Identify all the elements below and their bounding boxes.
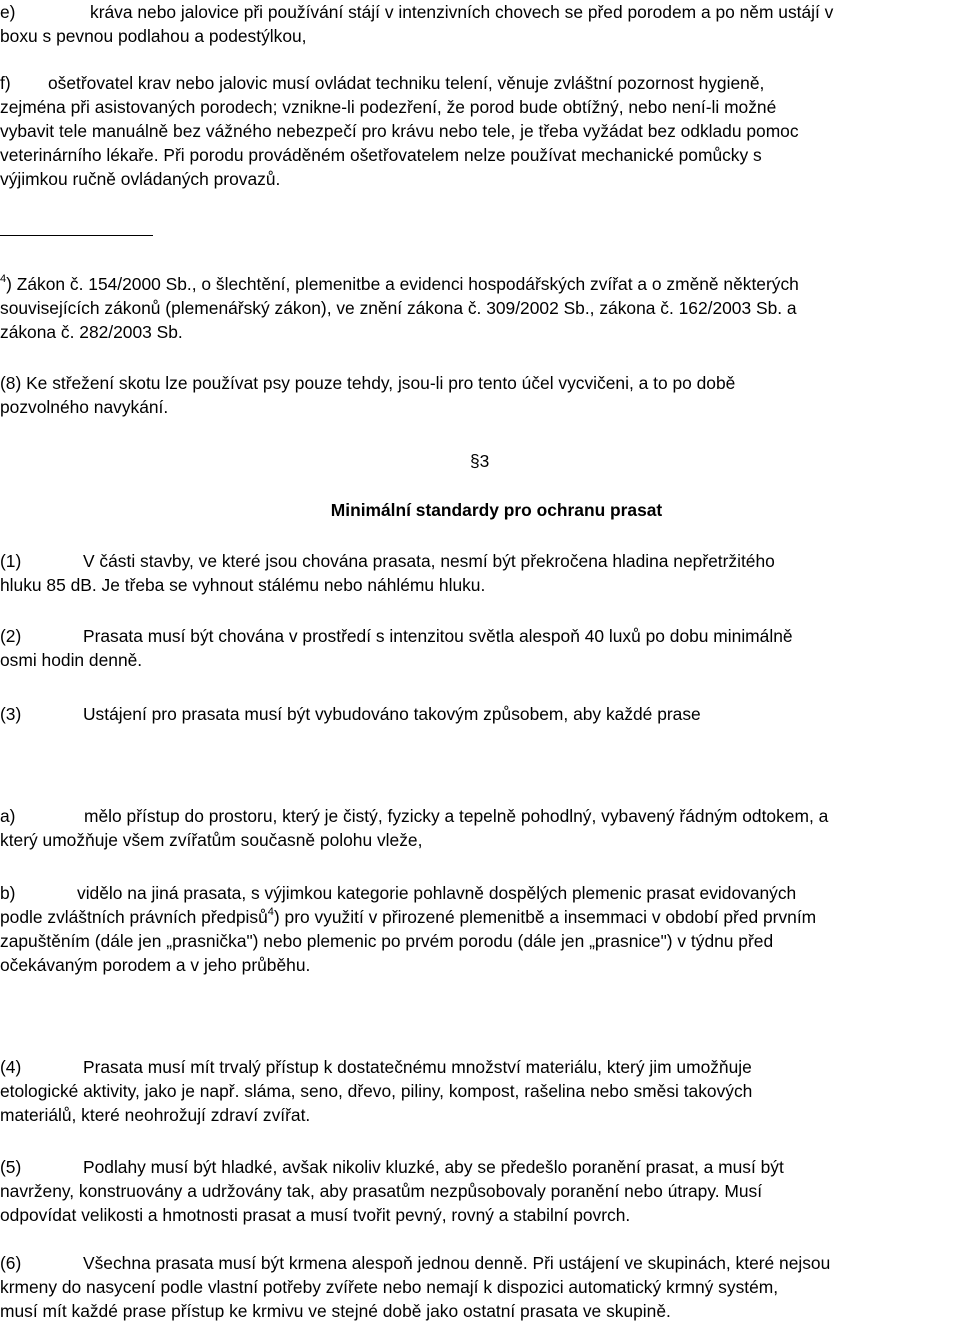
paragraph-text: podle zvláštních právních předpisů: [0, 907, 268, 927]
paragraph-text: Všechna prasata musí být krmena alespoň jednou denně. Při ustájení ve skupinách, které nejsou: [83, 1253, 831, 1273]
paragraph-3b: [0, 881, 958, 977]
paragraph-text: etologické aktivity, jako je např. sláma, seno, dřevo, piliny, kompost, rašelina nebo směsi takových: [0, 1081, 753, 1101]
paragraph-label: (4): [0, 1057, 22, 1077]
paragraph-3: [0, 702, 958, 726]
footnote-reference: 4: [267, 906, 274, 919]
paragraph-label: f): [0, 73, 11, 93]
paragraph-text: zejména při asistovaných porodech; vznikne-li podezření, že porod bude obtížný, nebo není-li možné: [0, 97, 777, 117]
paragraph-line: [0, 624, 958, 648]
paragraph-text: Prasata musí být chována v prostředí s intenzitou světla alespoň 40 luxů po dobu minimálně: [83, 626, 793, 646]
paragraph-text: ) pro využití v přirozené plemenitbě a insemmaci v období před prvním: [273, 907, 817, 927]
paragraph-label: a): [0, 806, 16, 826]
paragraph-text: pozvolného navykání.: [0, 397, 169, 417]
paragraph-4: [0, 1055, 958, 1127]
paragraph-line: [0, 1251, 958, 1275]
paragraph-text: krmeny do nasycení podle vlastní potřeby zvířete nebo nemají k dispozici automatický krmný systém,: [0, 1277, 779, 1297]
paragraph-5: [0, 1155, 958, 1227]
paragraph-text: zapuštěním (dále jen „prasnička") nebo plemenic po prvém porodu (dále jen „prasnice") v týdnu před: [0, 931, 774, 951]
footnote-mark: 4: [0, 273, 7, 286]
paragraph-2: [0, 624, 958, 672]
paragraph-line: [0, 1155, 958, 1179]
paragraph-label: (1): [0, 551, 22, 571]
paragraph-line: [0, 905, 958, 929]
paragraph-text: veterinárního lékaře. Při porodu prováděném ošetřovatelem nelze používat mechanické pomůcky s: [0, 145, 762, 165]
paragraph-label: b): [0, 883, 16, 903]
paragraph-text: výjimkou ručně ovládaných provazů.: [0, 169, 281, 189]
footnote-text: souvisejících zákonů (plemenářský zákon), ve znění zákona č. 309/2002 Sb., zákona č. 162/2003 Sb. a: [0, 298, 797, 318]
paragraph-text: mělo přístup do prostoru, který je čistý, fyzicky a tepelně pohodlný, vybavený řádným odtokem, a: [84, 806, 829, 826]
paragraph-text: V části stavby, ve které jsou chována prasata, nesmí být překročena hladina nepřetržitého: [83, 551, 775, 571]
paragraph-text: očekávaným porodem a v jeho průběhu.: [0, 955, 311, 975]
paragraph-text: odpovídat velikosti a hmotnosti prasat a musí tvořit pevný, rovný a stabilní povrch.: [0, 1205, 631, 1225]
footnote-4: [0, 272, 958, 344]
paragraph-line: [0, 0, 958, 24]
paragraph-text: Podlahy musí být hladké, avšak nikoliv kluzké, aby se předešlo poranění prasat, a musí být: [83, 1157, 784, 1177]
paragraph-text: osmi hodin denně.: [0, 650, 143, 670]
paragraph-e: [0, 0, 958, 48]
paragraph-text: ošetřovatel krav nebo jalovic musí ovládat techniku telení, věnuje zvláštní pozornost hygieně,: [48, 73, 765, 93]
paragraph-text: boxu s pevnou podlahou a podestýlkou,: [0, 26, 307, 46]
paragraph-text: vidělo na jiná prasata, s výjimkou kategorie pohlavně dospělých plemenic prasat evidovaných: [77, 883, 797, 903]
paragraph-text: Ustájení pro prasata musí být vybudováno takovým způsobem, aby každé prase: [83, 704, 701, 724]
paragraph-line: [0, 702, 958, 726]
paragraph-8: [0, 371, 958, 419]
paragraph-label: (6): [0, 1253, 22, 1273]
paragraph-6: [0, 1251, 958, 1323]
paragraph-line: [0, 549, 958, 573]
paragraph-text: který umožňuje všem zvířatům současně polohu vleže,: [0, 830, 423, 850]
paragraph-text: (8) Ke střežení skotu lze používat psy pouze tehdy, jsou-li pro tento účel vycvičeni, a to po době: [0, 373, 736, 393]
paragraph-text: vybavit tele manuálně bez vážného nebezpečí pro krávu nebo tele, je třeba vyžádat bez odkladu pomoc: [0, 121, 799, 141]
paragraph-line: [0, 804, 958, 828]
section-title: Minimální standardy pro ochranu prasat: [330, 500, 663, 520]
section-number: §3: [470, 451, 490, 471]
footnote-text: zákona č. 282/2003 Sb.: [0, 322, 183, 342]
paragraph-text: Prasata musí mít trvalý přístup k dostatečnému množství materiálu, který jim umožňuje: [83, 1057, 752, 1077]
paragraph-text: musí mít každé prase přístup ke krmivu ve stejné době jako ostatní prasata ve skupině.: [0, 1301, 671, 1321]
paragraph-line: [0, 1055, 958, 1079]
paragraph-line: [0, 71, 958, 95]
paragraph-text: kráva nebo jalovice při používání stájí v intenzivních chovech se před porodem a po něm ustájí v: [90, 2, 834, 22]
footnote-text: ) Zákon č. 154/2000 Sb., o šlechtění, plemenitbe a evidenci hospodářských zvířat a o změně některých: [6, 274, 799, 294]
paragraph-label: (2): [0, 626, 22, 646]
paragraph-f: [0, 71, 958, 191]
footnote-line: [0, 272, 958, 296]
paragraph-label: (3): [0, 704, 22, 724]
paragraph-text: materiálů, které neohrožují zdraví zvířat.: [0, 1105, 311, 1125]
footnote-separator: [0, 235, 153, 236]
paragraph-text: navrženy, konstruovány a udržovány tak, aby prasatům nezpůsobovaly poranění nebo útrapy. Musí: [0, 1181, 763, 1201]
paragraph-text: hluku 85 dB. Je třeba se vyhnout stálému nebo náhlému hluku.: [0, 575, 486, 595]
paragraph-line: [0, 881, 958, 905]
paragraph-3a: [0, 804, 958, 852]
paragraph-1: [0, 549, 958, 597]
paragraph-label: (5): [0, 1157, 22, 1177]
paragraph-label: e): [0, 2, 16, 22]
